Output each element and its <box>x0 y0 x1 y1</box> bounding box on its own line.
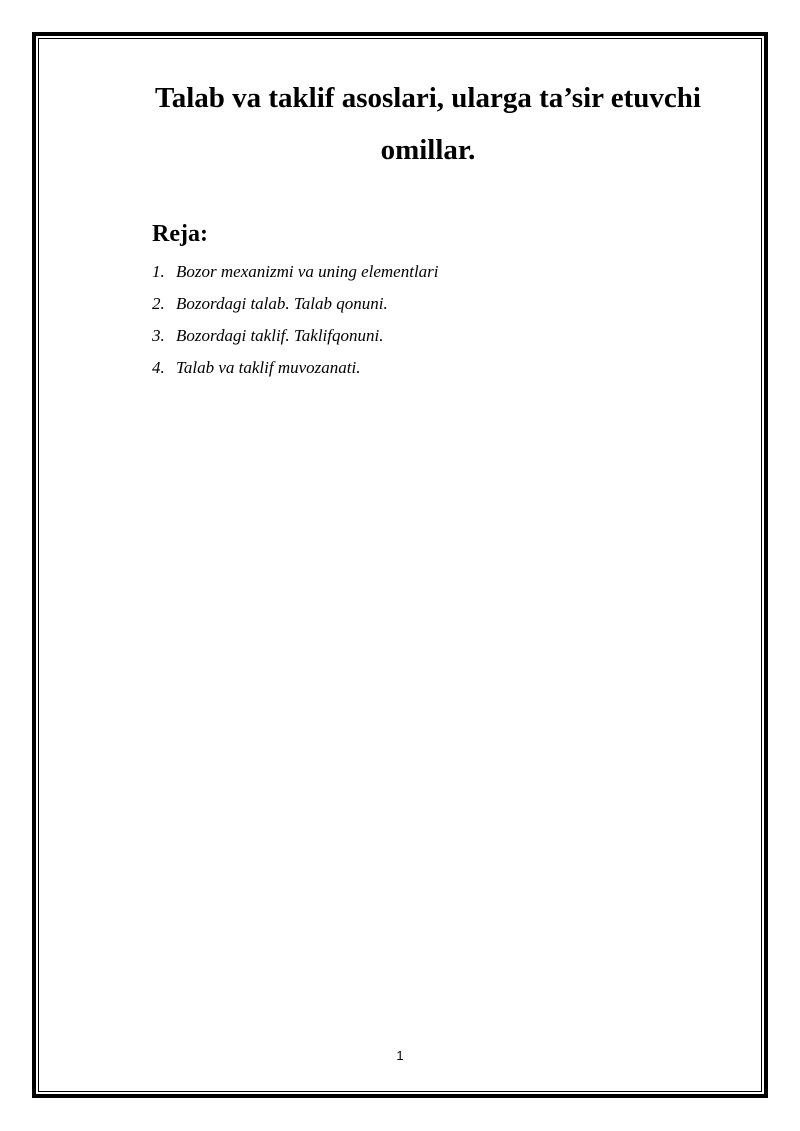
plan-item-number: 2. <box>152 294 165 313</box>
page-border-inner <box>38 38 762 1092</box>
plan-item-number: 3. <box>152 326 165 345</box>
plan-list-item <box>152 288 439 320</box>
plan-item-text: Bozor mexanizmi va uning elementlari <box>176 262 439 281</box>
plan-item-text: Talab va taklif muvozanati. <box>176 358 361 377</box>
plan-item-number: 4. <box>152 358 165 377</box>
plan-item-text: Bozordagi taklif. Taklifqonuni. <box>176 326 384 345</box>
plan-list <box>152 256 439 384</box>
document-title: Talab va taklif asoslari, ularga ta’sir etuvchi omillar. <box>155 82 701 166</box>
plan-list-item <box>152 352 439 384</box>
plan-list-item <box>152 320 439 352</box>
plan-heading: Reja: <box>152 221 208 247</box>
plan-item-number: 1. <box>152 262 165 281</box>
plan-list-item <box>152 256 439 288</box>
page-number: 1 <box>396 1048 404 1063</box>
plan-item-text: Bozordagi talab. Talab qonuni. <box>176 294 388 313</box>
